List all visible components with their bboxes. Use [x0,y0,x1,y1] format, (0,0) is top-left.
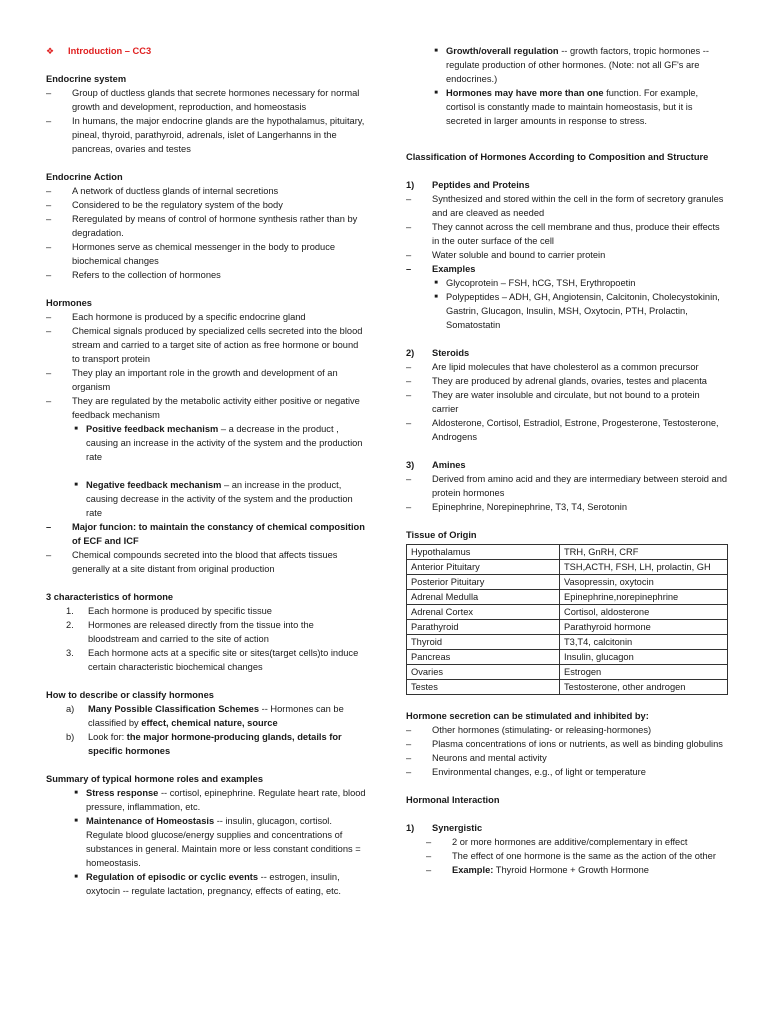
tissue-cell: Posterior Pituitary [407,575,560,590]
list-item: – 2 or more hormones are additive/complementary in effect [426,837,688,847]
hormones-cell: TSH,ACTH, FSH, LH, prolactin, GH [560,560,728,575]
list-item: – Group of ductless glands that secrete hormones necessary for normal growth and development, reproduction, and homeostasis [46,88,360,112]
list-item: – Are lipid molecules that have cholesterol as a common precursor [406,362,699,372]
summary-heading: Summary of typical hormone roles and examples [46,774,263,784]
tissue-cell: Adrenal Cortex [407,605,560,620]
right-column [406,44,728,877]
list-item: – Derived from amino acid and they are intermediary between steroid and protein hormones [406,474,728,498]
table-row [407,680,728,695]
tissue-cell: Pancreas [407,650,560,665]
tissue-cell: Ovaries [407,665,560,680]
numbered-item: 2. Hormones are released directly from the tissue into the bloodstream and carried to the site of action [66,620,314,644]
list-item: ■ Polypeptides – ADH, GH, Angiotensin, Calcitonin, Cholecystokinin, Gastrin, Glucagon, Insulin, MSH, Oxytocin, PTH, Prolactin, Somatostatin [434,292,720,330]
list-item: – In humans, the major endocrine glands are the hypothalamus, pituitary, pineal, thyroid, parathyroid, adrenals, islet of Langerhanns in the pancreas, ovaries and testes [46,116,365,154]
list-item: – Epinephrine, Norepinephrine, T3, T4, Serotonin [406,502,628,512]
examples-label: – Examples [406,264,476,274]
list-item: ■ Regulation of episodic or cyclic events -- estrogen, insulin, oxytocin -- regulate lactation, pregnancy, effects of eating, etc. [74,872,341,896]
list-item: – Chemical compounds secreted into the blood that affects tissues generally at a site distant from original production [46,550,338,574]
table-row [407,605,728,620]
list-item: – Water soluble and bound to carrier protein [406,250,606,260]
table-row [407,650,728,665]
list-item: – Considered to be the regulatory system of the body [46,200,283,210]
list-item: – They are regulated by the metabolic activity either positive or negative feedback mechanism [46,396,360,420]
tissue-cell: Thyroid [407,635,560,650]
table-row [407,665,728,680]
list-item: ■ Stress response -- cortisol, epinephrine. Regulate heart rate, blood pressure, inflammation, etc. [74,788,366,812]
left-column [46,44,366,898]
list-item: ■ Maintenance of Homeostasis -- insulin, glucagon, cortisol. Regulate blood glucose/energy supplies and concentrations of substances in general. Maintain more or less constant conditions = homeostasis. [74,816,361,868]
interaction-heading: Hormonal Interaction [406,795,500,805]
positive-feedback-item: ■ Positive feedback mechanism – a decrease in the product , causing an increase in the activity of the system and the production rate [74,424,363,462]
tissue-cell: Anterior Pituitary [407,560,560,575]
numbered-item: b) Look for: the major hormone-producing glands, details for specific hormones [66,732,342,756]
list-item: – They are produced by adrenal glands, ovaries, testes and placenta [406,376,707,386]
hormones-cell: Testosterone, other androgen [560,680,728,695]
hormones-cell: T3,T4, calcitonin [560,635,728,650]
synergistic-heading: 1) Synergistic [406,823,483,833]
tissue-cell: Testes [407,680,560,695]
numbered-item: a) Many Possible Classification Schemes -- Hormones can be classified by effect, chemical nature, source [66,704,344,728]
endocrine-system-heading: Endocrine system [46,74,127,84]
negative-feedback-item: ■ Negative feedback mechanism – an increase in the product, causing decrease in the activity of the system and the production rate [74,480,353,518]
numbered-item: 3. Each hormone acts at a specific site or sites(target cells)to induce certain characteristic biochemical changes [66,648,359,672]
table-row [407,545,728,560]
three-characteristics-heading: 3 characteristics of hormone [46,592,174,602]
hormones-cell: Vasopressin, oxytocin [560,575,728,590]
major-function-item: – Major funcion: to maintain the constancy of chemical composition of ECF and ICF [46,522,365,546]
tissue-table [406,544,728,695]
tissue-cell: Adrenal Medulla [407,590,560,605]
secretion-heading: Hormone secretion can be stimulated and inhibited by: [406,711,649,721]
list-item: – Other hormones (stimulating- or releasing-hormones) [406,725,652,735]
list-item: – A network of ductless glands of internal secretions [46,186,279,196]
list-item: – Each hormone is produced by a specific endocrine gland [46,312,306,322]
list-item: – Hormones serve as chemical messenger in the body to produce biochemical changes [46,242,336,266]
table-row [407,620,728,635]
intro-heading [46,44,366,58]
numbered-item: 1. Each hormone is produced by specific tissue [66,606,272,616]
peptides-heading: 1) Peptides and Proteins [406,180,530,190]
list-item: ■ Hormones may have more than one function. For example, cortisol is constantly made to maintain homeostasis, but it is secreted in larger amounts in response to stress. [434,88,699,126]
steroids-heading: 2) Steroids [406,348,470,358]
list-item: – Neurons and mental activity [406,753,547,763]
list-item: – Aldosterone, Cortisol, Estradiol, Estrone, Progesterone, Testosterone, Androgens [406,418,719,442]
tissue-heading: Tissue of Origin [406,530,477,540]
list-item: – The effect of one hormone is the same as the action of the other [426,851,716,861]
table-row [407,635,728,650]
hormones-heading: Hormones [46,298,92,308]
classification-heading: Classification of Hormones According to Composition and Structure [406,152,709,162]
tissue-cell: Hypothalamus [407,545,560,560]
amines-heading: 3) Amines [406,460,466,470]
list-item: – Example: Thyroid Hormone + Growth Hormone [426,865,649,875]
list-item: – Synthesized and stored within the cell in the form of secretory granules and are cleaved as needed [406,194,724,218]
list-item: – Environmental changes, e.g., of light or temperature [406,767,646,777]
list-item: – They cannot across the cell membrane and thus, produce their effects in the outer surface of the cell [406,222,720,246]
list-item: – Reregulated by means of control of hormone synthesis rather than by degradation. [46,214,358,238]
list-item: – Chemical signals produced by specialized cells secreted into the blood stream and carried to a target site of action as free hormone or bound to transport protein [46,326,363,364]
hormones-cell: Cortisol, aldosterone [560,605,728,620]
table-row [407,575,728,590]
intro-title: Introduction – CC3 [68,46,152,56]
list-item: – They are water insoluble and circulate, but not bound to a protein carrier [406,390,700,414]
endocrine-action-heading: Endocrine Action [46,172,123,182]
diamond-bullet-icon: ❖ [46,46,55,56]
list-item: – Plasma concentrations of ions or nutrients, as well as binding globulins [406,739,723,749]
list-item: ■ Glycoprotein – FSH, hCG, TSH, Erythropoetin [434,278,636,288]
hormones-cell: Parathyroid hormone [560,620,728,635]
list-item: ■ Growth/overall regulation -- growth factors, tropic hormones -- regulate production of other hormones. (Note: not all GF's are endocrines.) [434,46,709,84]
hormones-cell: Estrogen [560,665,728,680]
hormones-cell: Epinephrine,norepinephrine [560,590,728,605]
hormones-cell: Insulin, glucagon [560,650,728,665]
describe-heading: How to describe or classify hormones [46,690,214,700]
list-item: – Refers to the collection of hormones [46,270,221,280]
hormones-cell: TRH, GnRH, CRF [560,545,728,560]
list-item: – They play an important role in the growth and development of an organism [46,368,338,392]
tissue-cell: Parathyroid [407,620,560,635]
table-row [407,560,728,575]
table-row [407,590,728,605]
